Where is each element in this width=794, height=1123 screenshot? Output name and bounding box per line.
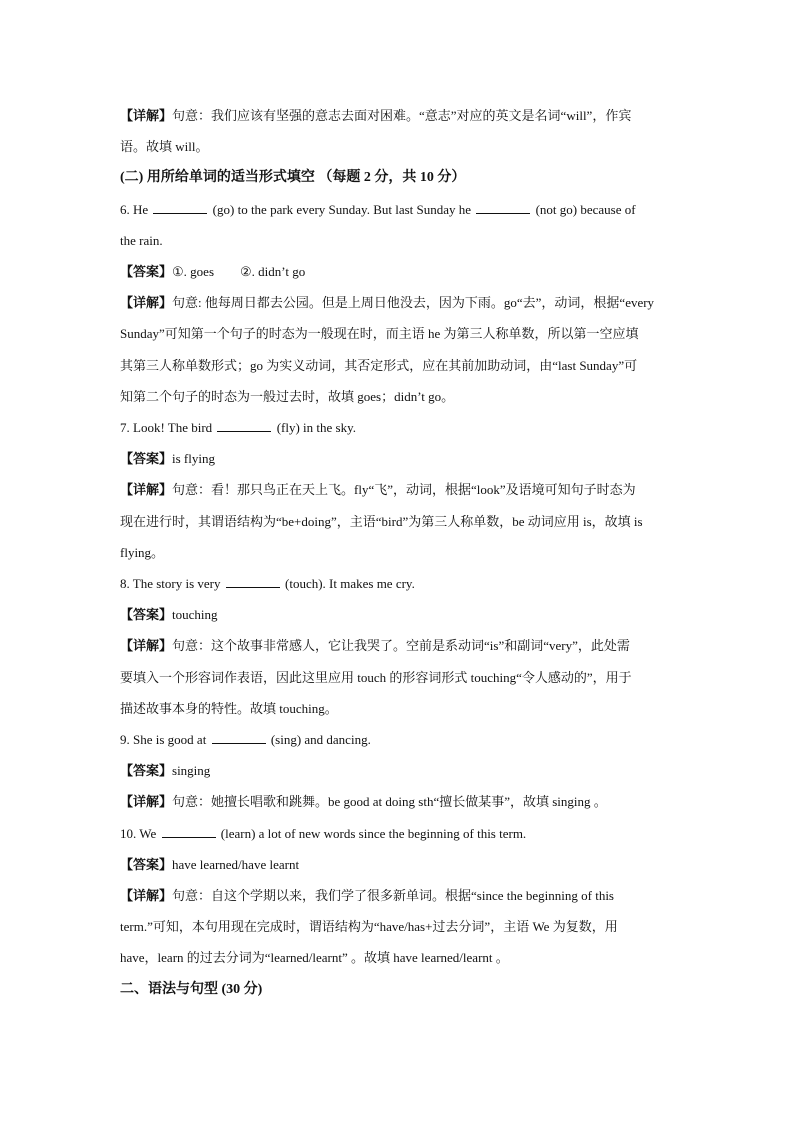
answer-text: singing: [172, 763, 211, 779]
detail-7-line-1: [120, 474, 676, 505]
detail-10-line-1: [120, 880, 676, 911]
answer-7: [120, 443, 676, 474]
answer-label: 【答案】: [120, 763, 173, 779]
detail-7-line-2: 现在进行时，其谓语结构为“be+doing”，主语“bird”为第三人称单数，be 动词应用 is，故填 is: [120, 513, 643, 529]
answer-blank: [217, 419, 271, 432]
detail-text: 句意：我们应该有坚强的意志去面对困难。“意志”对应的英文是名词“will”，作宾: [172, 108, 632, 123]
question-text: 7. Look! The bird: [120, 420, 213, 436]
question-7: [120, 412, 676, 443]
question-text: 8. The story is very: [120, 576, 221, 592]
detail-text: 句意：看！那只鸟正在天上飞。fly“飞”，动词，根据“look”及语境可知句子时态为: [172, 482, 636, 498]
detail-8-line-3: 描述故事本身的特性。故填 touching。: [120, 700, 338, 716]
question-6: [120, 194, 676, 225]
detail-9-line-1: [120, 786, 676, 817]
question-text: 6. He: [120, 201, 149, 217]
detail-6-line-2: Sunday”可知第一个句子的时态为一般现在时，而主语 he 为第三人称单数，所以第一空应填: [120, 326, 639, 342]
detail-label: 【详解】: [120, 638, 173, 654]
document-page: [120, 100, 676, 1005]
answer-blank: [476, 201, 530, 214]
detail-text: 句意：自这个学期以来，我们学了很多新单词。根据“since the beginning of this: [172, 888, 614, 904]
detail-6-line-4: 知第二个句子的时态为一般过去时，故填 goes；didn’t go。: [120, 388, 455, 404]
detail-8-line-2: 要填入一个形容词作表语，因此这里应用 touch 的形容词形式 touching“令人感动的”，用于: [120, 669, 632, 685]
top-explanation-line-2: [120, 131, 676, 162]
question-text: (touch). It makes me cry.: [285, 576, 415, 592]
question-text: (fly) in the sky.: [276, 420, 356, 436]
question-text: the rain.: [120, 232, 163, 248]
answer-text: ①. goes: [172, 264, 214, 280]
question-text: (sing) and dancing.: [270, 732, 371, 748]
detail-6-line-3: 其第三人称单数形式；go 为实义动词，其否定形式，应在其前加助动词，由“last Sunday”可: [120, 357, 638, 373]
detail-7-line-3: flying。: [120, 544, 165, 560]
detail-8-line-1: [120, 630, 676, 661]
detail-label: 【详解】: [120, 482, 173, 498]
answer-text: touching: [172, 607, 218, 623]
question-10: [120, 818, 676, 849]
answer-text: have learned/have learnt: [172, 856, 300, 872]
detail-text: 句意: 他每周日都去公园。但是上周日他没去，因为下雨。go“去”，动词，根据“every: [172, 295, 655, 311]
question-text: 10. We: [120, 825, 157, 841]
answer-8: [120, 599, 676, 630]
detail-text: 语。故填 will。: [120, 139, 209, 155]
section-2-heading: 二、语法与句型 (30 分): [120, 981, 263, 997]
answer-label: 【答案】: [120, 607, 173, 623]
answer-blank: [212, 731, 266, 744]
answer-label: 【答案】: [120, 264, 173, 280]
detail-10-line-3: have，learn 的过去分词为“learned/learnt” 。故填 have learned/learnt 。: [120, 950, 509, 966]
detail-text: 句意：她擅长唱歌和跳舞。be good at doing sth“擅长做某事”，故填 singing 。: [172, 794, 607, 810]
question-8: [120, 568, 676, 599]
question-6-continued: [120, 225, 676, 256]
question-text: (not go) because of: [535, 201, 636, 217]
section-heading: (二) 用所给单词的适当形式填空 （每题 2 分，共 10 分）: [120, 170, 466, 186]
answer-blank: [162, 825, 216, 838]
question-9: [120, 724, 676, 755]
detail-label: 【详解】: [120, 295, 173, 311]
detail-label: 【详解】: [120, 794, 173, 810]
top-explanation-line-1: [120, 100, 676, 131]
detail-text: 句意：这个故事非常感人，它让我哭了。空前是系动词“is”和副词“very”，此处需: [172, 638, 630, 654]
detail-6-line-1: [120, 287, 676, 318]
answer-6: [120, 256, 676, 287]
answer-blank: [226, 575, 280, 588]
answer-label: 【答案】: [120, 451, 173, 467]
question-text: 9. She is good at: [120, 732, 207, 748]
answer-10: [120, 849, 676, 880]
detail-label: 【详解】: [120, 888, 173, 904]
answer-label: 【答案】: [120, 856, 173, 872]
answer-text: ②. didn’t go: [240, 264, 306, 280]
question-text: (go) to the park every Sunday. But last Sunday he: [212, 201, 472, 217]
answer-blank: [153, 201, 207, 214]
question-text: (learn) a lot of new words since the beginning of this term.: [220, 825, 527, 841]
answer-9: [120, 755, 676, 786]
answer-text: is flying: [172, 451, 215, 467]
detail-10-line-2: term.”可知，本句用现在完成时，谓语结构为“have/has+过去分词”，主语 We 为复数，用: [120, 919, 618, 935]
detail-label: 【详解】: [120, 108, 173, 123]
